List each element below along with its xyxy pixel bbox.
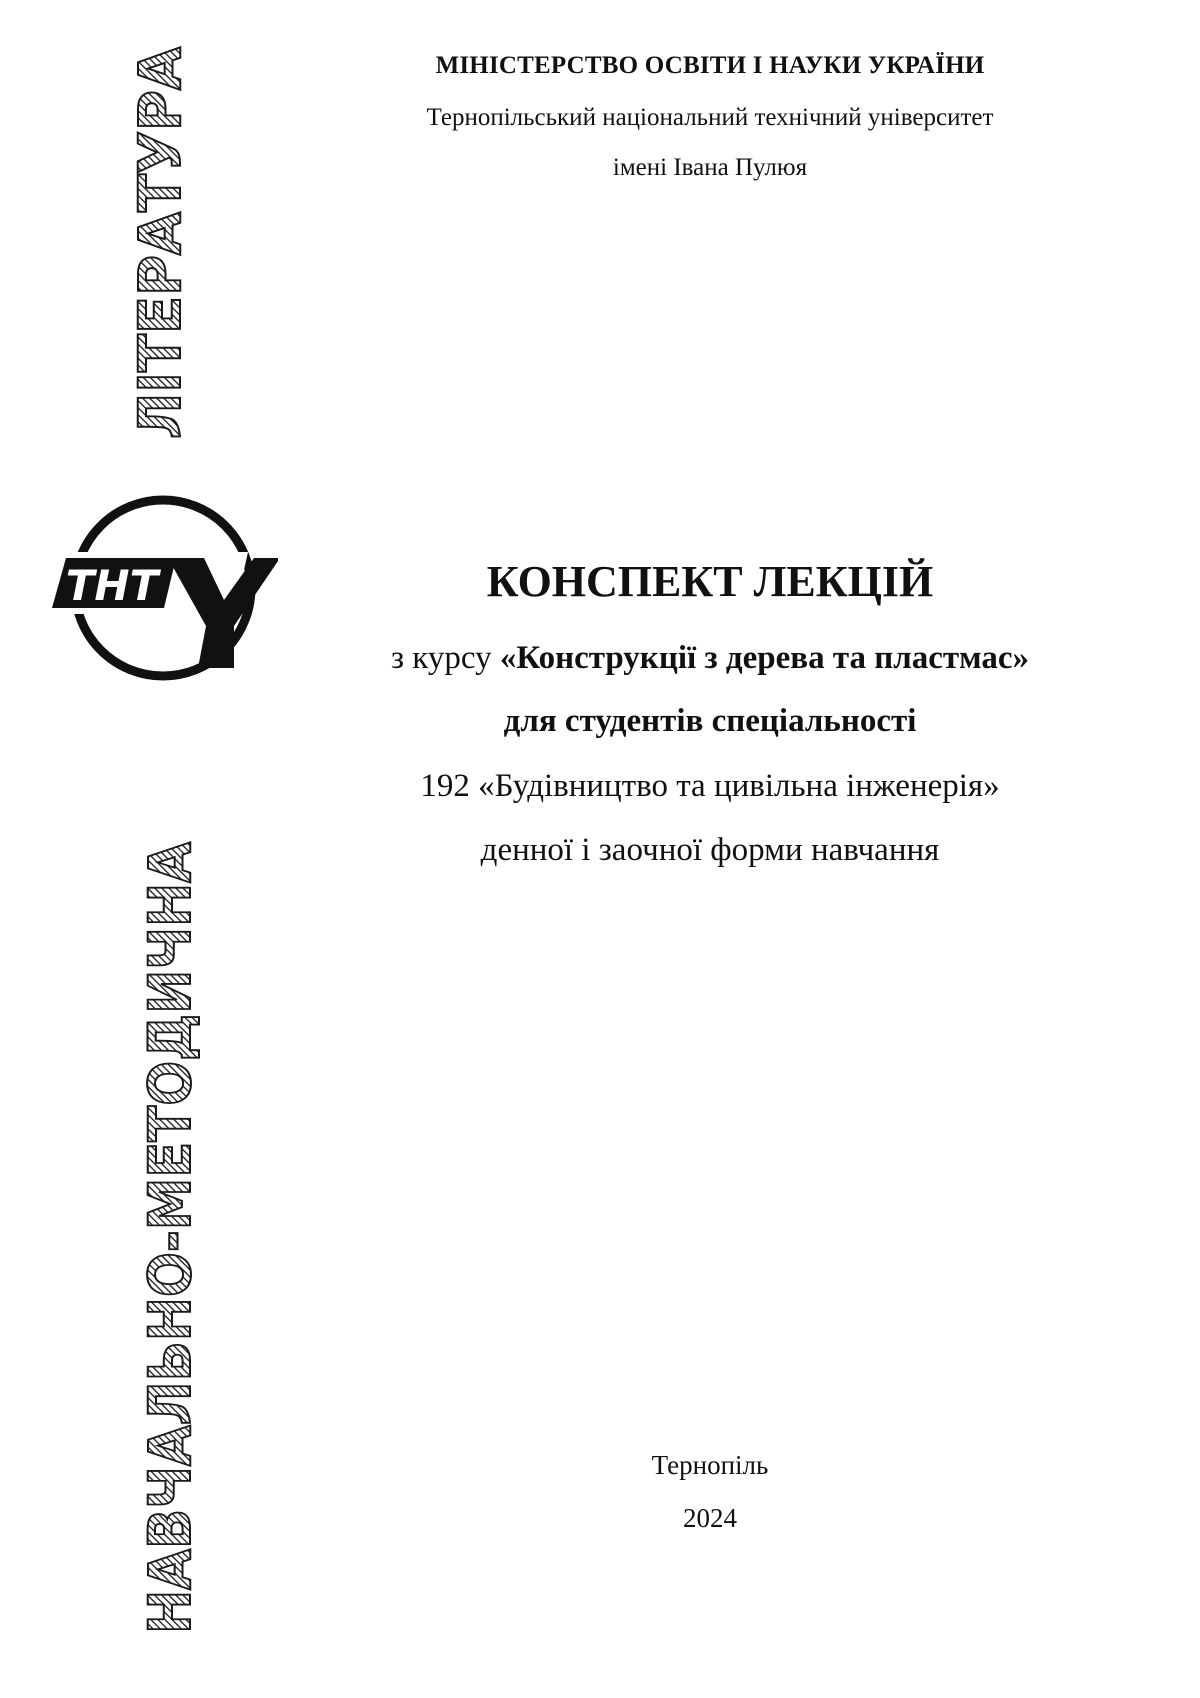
side-band-bottom-word — [136, 763, 204, 1638]
side-band-bottom-text: НАВЧАЛЬНО-МЕТОДИЧНА — [136, 763, 204, 1634]
course-name: «Конструкції з дерева та пластмас» — [499, 640, 1029, 676]
document-title: КОНСПЕКТ ЛЕКЦІЙ — [486, 557, 934, 606]
side-band-top-text: ЛІТЕРАТУРА — [126, 30, 194, 439]
for-students-line: для студентів спеціальності — [503, 703, 917, 739]
specialty-line: 192 «Будівництво та цивільна інженерія» — [420, 768, 1000, 804]
tntu-logo-icon — [48, 490, 278, 685]
year: 2024 — [683, 1503, 737, 1533]
city: Тернопіль — [651, 1450, 769, 1480]
ministry-heading: МІНІСТЕРСТВО ОСВІТИ І НАУКИ УКРАЇНИ — [435, 52, 985, 79]
university-name: Тернопільський національний технічний університет — [426, 104, 994, 131]
university-named-after: імені Івана Пулюя — [612, 154, 808, 181]
course-line — [300, 640, 1120, 677]
side-band-top-word — [126, 30, 194, 443]
logo-text: ТНТ — [65, 561, 159, 610]
course-prefix: з курсу — [391, 640, 500, 676]
study-form-line: денної і заочної форми навчання — [480, 832, 940, 868]
